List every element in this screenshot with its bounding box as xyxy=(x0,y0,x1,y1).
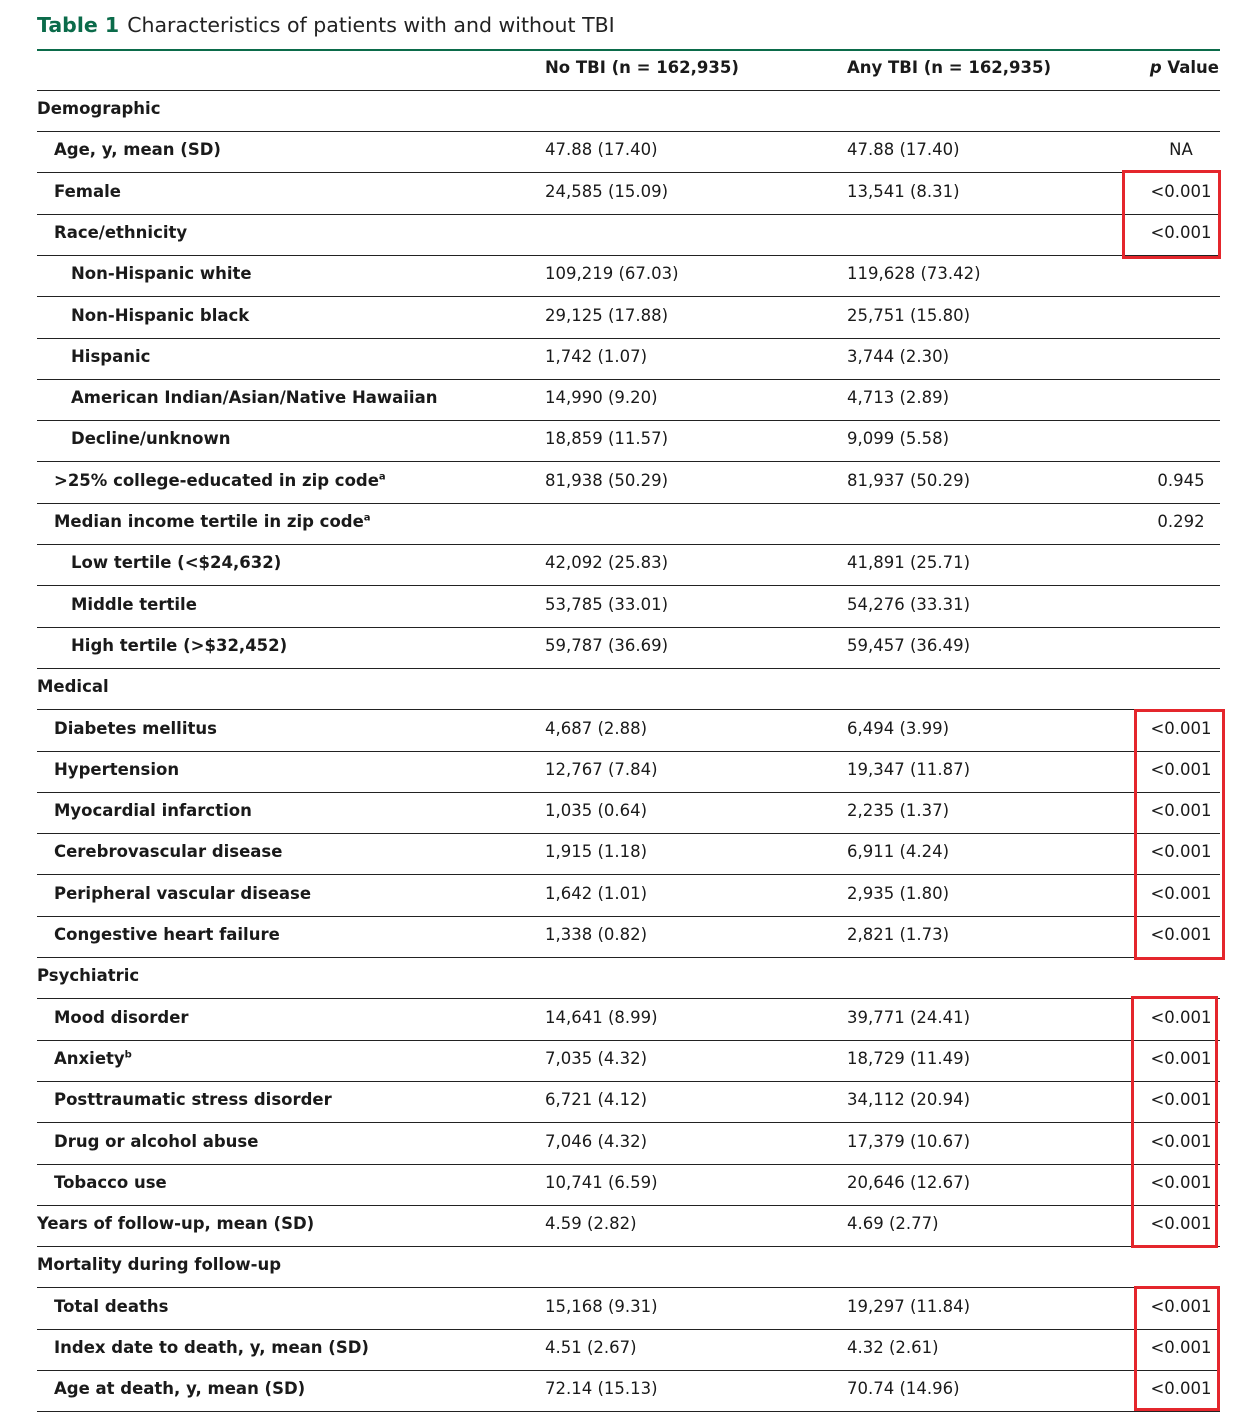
cell-p-value: <0.001 xyxy=(1150,1214,1212,1234)
cell-p-value: <0.001 xyxy=(1150,1379,1212,1399)
cell-any-tbi: 4.69 (2.77) xyxy=(847,1214,939,1234)
table-row xyxy=(37,668,1220,710)
highlight-box xyxy=(1134,709,1225,960)
row-label xyxy=(54,1132,258,1151)
row-label-text: Diabetes mellitus xyxy=(54,718,217,738)
row-label-text: Years of follow-up, mean (SD) xyxy=(37,1214,315,1234)
cell-any-tbi: 81,937 (50.29) xyxy=(847,470,971,490)
row-label xyxy=(37,99,161,118)
cell-any-tbi: 19,297 (11.84) xyxy=(847,1296,971,1316)
row-label xyxy=(37,966,139,985)
row-label xyxy=(54,1379,305,1398)
table-row xyxy=(37,627,1220,669)
cell-p-value: <0.001 xyxy=(1150,1172,1212,1192)
table-row xyxy=(37,173,1220,215)
cell-no-tbi: 1,915 (1.18) xyxy=(545,842,648,862)
cell-any-tbi: 4,713 (2.89) xyxy=(847,388,950,408)
row-label-text: Race/ethnicity xyxy=(54,222,188,242)
cell-any-tbi: 13,541 (8.31) xyxy=(847,181,960,201)
table-row xyxy=(37,90,1220,132)
cell-no-tbi: 15,168 (9.31) xyxy=(545,1296,658,1316)
cell-no-tbi: 1,035 (0.64) xyxy=(545,801,648,821)
cell-p-value: <0.001 xyxy=(1150,181,1212,201)
cell-p-value: <0.001 xyxy=(1150,759,1212,779)
row-label-text: Hypertension xyxy=(54,759,180,779)
cell-any-tbi: 59,457 (36.49) xyxy=(847,635,971,655)
row-label-text: Middle tertile xyxy=(71,594,197,614)
row-label xyxy=(71,553,281,572)
row-label-text: Female xyxy=(54,181,121,201)
cell-p-value: <0.001 xyxy=(1150,1131,1212,1151)
cell-no-tbi: 72.14 (15.13) xyxy=(545,1379,658,1399)
cell-no-tbi: 81,938 (50.29) xyxy=(545,470,669,490)
cell-any-tbi: 19,347 (11.87) xyxy=(847,759,971,779)
cell-any-tbi: 25,751 (15.80) xyxy=(847,305,971,325)
row-label xyxy=(54,1297,168,1316)
row-label-text: Posttraumatic stress disorder xyxy=(54,1090,332,1110)
cell-no-tbi: 29,125 (17.88) xyxy=(545,305,669,325)
row-label xyxy=(54,1338,369,1357)
cell-any-tbi: 2,821 (1.73) xyxy=(847,925,950,944)
row-label-text: Drug or alcohol abuse xyxy=(54,1131,259,1151)
table-title xyxy=(37,10,615,40)
table-row xyxy=(37,999,1220,1041)
row-label xyxy=(71,347,150,366)
cell-p-value: <0.001 xyxy=(1150,1338,1212,1357)
cell-p-value: <0.001 xyxy=(1150,1090,1212,1110)
row-label xyxy=(71,636,287,655)
cell-any-tbi: 34,112 (20.94) xyxy=(847,1090,971,1110)
row-label xyxy=(54,801,252,820)
cell-p-value: <0.001 xyxy=(1150,1007,1212,1027)
cell-any-tbi: 39,771 (24.41) xyxy=(847,1007,971,1027)
row-label xyxy=(71,595,197,614)
cell-no-tbi: 59,787 (36.69) xyxy=(545,635,669,655)
cell-any-tbi: 41,891 (25.71) xyxy=(847,553,971,573)
cell-no-tbi: 24,585 (15.09) xyxy=(545,181,669,201)
table-row xyxy=(37,1246,1220,1288)
cell-any-tbi: 2,235 (1.37) xyxy=(847,801,950,821)
row-label-text: Mood disorder xyxy=(54,1007,189,1027)
row-label-text: Myocardial infarction xyxy=(54,801,252,821)
footnote-marker: b xyxy=(124,1049,132,1061)
cell-any-tbi: 4.32 (2.61) xyxy=(847,1338,939,1357)
cell-p-value: <0.001 xyxy=(1150,842,1212,862)
table-row xyxy=(37,214,1220,256)
table-row xyxy=(37,1370,1220,1412)
cell-no-tbi: 42,092 (25.83) xyxy=(545,553,669,573)
table-number: Table 1 xyxy=(37,13,120,37)
table-row xyxy=(37,462,1220,504)
row-label-text: Age, y, mean (SD) xyxy=(54,140,221,160)
highlight-box xyxy=(1134,1286,1220,1411)
row-label xyxy=(54,1008,189,1027)
table-row xyxy=(37,957,1220,999)
table-row xyxy=(37,544,1220,586)
table-row xyxy=(37,338,1220,380)
row-label-text: Peripheral vascular disease xyxy=(54,883,312,903)
table-row xyxy=(37,916,1220,958)
row-label xyxy=(54,512,371,531)
table-row xyxy=(37,1288,1220,1330)
row-label-text: Total deaths xyxy=(54,1296,169,1316)
table-caption: Characteristics of patients with and without TBI xyxy=(127,13,615,37)
row-label-text: Non-Hispanic black xyxy=(71,305,250,325)
header-p-value xyxy=(1150,58,1219,77)
cell-no-tbi: 14,641 (8.99) xyxy=(545,1007,658,1027)
table-row xyxy=(37,1081,1220,1123)
row-label-text: Demographic xyxy=(37,99,161,118)
table-row xyxy=(37,379,1220,421)
row-label xyxy=(71,429,230,448)
footnote-marker: a xyxy=(378,471,386,483)
table-row xyxy=(37,710,1220,752)
table-row xyxy=(37,297,1220,339)
row-label xyxy=(54,1049,132,1068)
cell-p-value: <0.001 xyxy=(1150,883,1212,903)
row-label xyxy=(54,182,121,201)
row-label-text: Non-Hispanic white xyxy=(71,264,252,284)
table-row xyxy=(37,1040,1220,1082)
cell-no-tbi: 4.59 (2.82) xyxy=(545,1214,637,1234)
header-p-rest: Value xyxy=(1161,58,1219,77)
table-row xyxy=(37,833,1220,875)
cell-any-tbi: 47.88 (17.40) xyxy=(847,140,960,160)
highlight-box xyxy=(1131,996,1218,1248)
cell-p-value: <0.001 xyxy=(1150,925,1212,944)
row-label xyxy=(37,1214,314,1233)
cell-no-tbi: 18,859 (11.57) xyxy=(545,429,669,449)
cell-any-tbi: 9,099 (5.58) xyxy=(847,429,950,449)
row-label xyxy=(54,223,187,242)
row-label-text: Low tertile (<$24,632) xyxy=(71,553,282,573)
table-row xyxy=(37,503,1220,545)
table-row xyxy=(37,751,1220,793)
cell-no-tbi: 109,219 (67.03) xyxy=(545,264,679,284)
header-p-italic: p xyxy=(1149,58,1162,77)
row-label xyxy=(71,306,249,325)
table-row xyxy=(37,875,1220,917)
table-header xyxy=(37,51,1220,91)
table-row xyxy=(37,1329,1220,1371)
row-label xyxy=(54,1090,332,1109)
table-row xyxy=(37,1205,1220,1247)
cell-p-value: <0.001 xyxy=(1150,1048,1212,1068)
row-label-text: Congestive heart failure xyxy=(54,925,280,944)
cell-no-tbi: 4,687 (2.88) xyxy=(545,718,648,738)
row-label-text: Median income tertile in zip code xyxy=(54,512,364,531)
cell-p-value: <0.001 xyxy=(1150,718,1212,738)
row-label xyxy=(54,1173,167,1192)
row-label-text: Anxiety xyxy=(54,1048,125,1068)
cell-no-tbi: 7,035 (4.32) xyxy=(545,1048,648,1068)
cell-any-tbi: 54,276 (33.31) xyxy=(847,594,971,614)
footnote-marker: a xyxy=(363,512,371,524)
cell-any-tbi: 2,935 (1.80) xyxy=(847,883,950,903)
row-label-text: Age at death, y, mean (SD) xyxy=(54,1379,306,1399)
row-label xyxy=(54,471,386,490)
row-label xyxy=(54,140,221,159)
cell-no-tbi: 47.88 (17.40) xyxy=(545,140,658,160)
row-label-text: Cerebrovascular disease xyxy=(54,842,283,862)
cell-any-tbi: 6,911 (4.24) xyxy=(847,842,950,862)
table-row xyxy=(37,131,1220,173)
row-label-text: American Indian/Asian/Native Hawaiian xyxy=(71,388,438,408)
header-any-tbi: Any TBI (n = 162,935) xyxy=(847,58,1052,77)
cell-no-tbi: 7,046 (4.32) xyxy=(545,1131,648,1151)
cell-any-tbi: 6,494 (3.99) xyxy=(847,718,950,738)
cell-any-tbi: 119,628 (73.42) xyxy=(847,264,981,284)
row-label-text: Index date to death, y, mean (SD) xyxy=(54,1338,369,1357)
row-label-text: High tertile (>$32,452) xyxy=(71,635,288,655)
cell-no-tbi: 53,785 (33.01) xyxy=(545,594,669,614)
cell-no-tbi: 10,741 (6.59) xyxy=(545,1172,658,1192)
cell-p-value: <0.001 xyxy=(1150,222,1212,242)
row-label xyxy=(54,884,311,903)
cell-any-tbi: 20,646 (12.67) xyxy=(847,1172,971,1192)
cell-p-value: 0.945 xyxy=(1157,470,1205,490)
header-no-tbi: No TBI (n = 162,935) xyxy=(545,58,739,77)
cell-p-value: NA xyxy=(1169,140,1193,160)
table-row xyxy=(37,792,1220,834)
table-row xyxy=(37,1123,1220,1165)
cell-no-tbi: 14,990 (9.20) xyxy=(545,388,658,408)
row-label xyxy=(71,264,252,283)
row-label xyxy=(37,677,109,696)
row-label xyxy=(54,842,282,861)
row-label xyxy=(54,760,179,779)
cell-any-tbi: 17,379 (10.67) xyxy=(847,1131,971,1151)
cell-p-value: 0.292 xyxy=(1157,512,1205,531)
cell-no-tbi: 1,642 (1.01) xyxy=(545,883,648,903)
cell-no-tbi: 4.51 (2.67) xyxy=(545,1338,637,1357)
row-label-text: Hispanic xyxy=(71,346,151,366)
row-label-text: Mortality during follow-up xyxy=(37,1255,282,1275)
cell-p-value: <0.001 xyxy=(1150,1296,1212,1316)
row-label-text: Medical xyxy=(37,677,109,697)
cell-p-value: <0.001 xyxy=(1150,801,1212,821)
row-label-text: Decline/unknown xyxy=(71,429,231,449)
cell-any-tbi: 70.74 (14.96) xyxy=(847,1379,960,1399)
table-row xyxy=(37,586,1220,628)
cell-no-tbi: 1,742 (1.07) xyxy=(545,346,648,366)
cell-no-tbi: 12,767 (7.84) xyxy=(545,759,658,779)
highlight-box xyxy=(1122,170,1221,259)
row-label xyxy=(54,925,280,944)
cell-any-tbi: 3,744 (2.30) xyxy=(847,346,950,366)
table-row xyxy=(37,255,1220,297)
table-row xyxy=(37,1164,1220,1206)
row-label xyxy=(37,1255,281,1274)
row-label-text: Psychiatric xyxy=(37,966,140,986)
cell-any-tbi: 18,729 (11.49) xyxy=(847,1048,971,1068)
row-label xyxy=(71,388,437,407)
row-label-text: >25% college-educated in zip code xyxy=(54,470,379,490)
row-label xyxy=(54,719,217,738)
row-label-text: Tobacco use xyxy=(54,1172,167,1192)
cell-no-tbi: 1,338 (0.82) xyxy=(545,925,648,944)
cell-no-tbi: 6,721 (4.12) xyxy=(545,1090,648,1110)
table-row xyxy=(37,420,1220,462)
